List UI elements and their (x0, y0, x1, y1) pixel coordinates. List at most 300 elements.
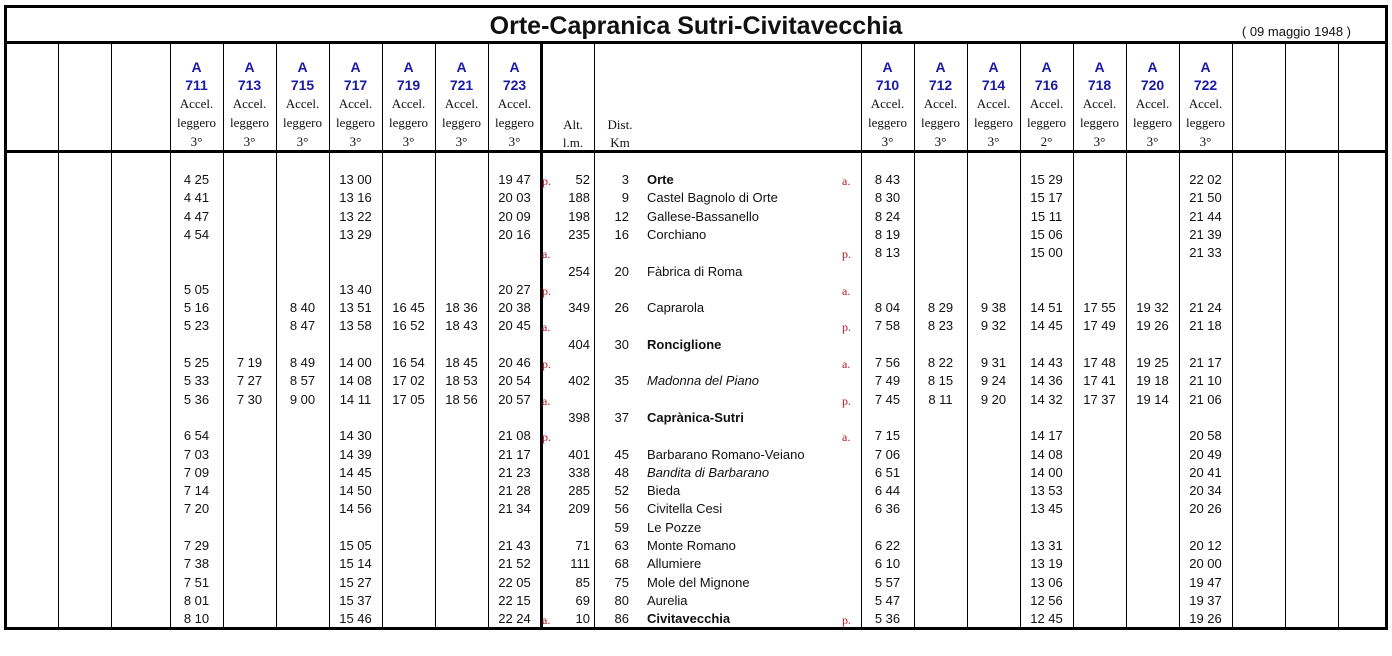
station-name: Caprànica-Sutri (647, 409, 744, 425)
departure-time: 14 11 (339, 391, 372, 407)
station-name: Castel Bagnolo di Orte (647, 190, 778, 206)
train-cls: A (403, 59, 414, 75)
train-header-711 (170, 58, 223, 151)
departure-time: 15 05 (339, 538, 372, 553)
departure-time: 20 57 (498, 391, 531, 407)
altitude-value: 209 (568, 501, 590, 517)
return-time: 17 49 (1083, 318, 1116, 334)
return-time: 14 08 (1030, 446, 1063, 462)
departure-time: 15 37 (339, 592, 372, 608)
departure-time: 8 10 (183, 611, 210, 627)
train-class: 3° (881, 134, 894, 149)
departure-time: 20 03 (498, 190, 531, 206)
departure-time: 21 52 (498, 556, 531, 572)
return-time: 20 12 (1189, 538, 1222, 553)
departure-time: 7 20 (183, 501, 210, 517)
return-time: 15 00 (1030, 245, 1063, 261)
train-cls: A (935, 59, 946, 75)
return-time: 17 55 (1083, 300, 1116, 316)
station-name: Bandita di Barbarano (647, 464, 770, 480)
return-time: 9 38 (980, 300, 1007, 316)
arrival-departure-marker: a. (842, 174, 851, 188)
train-header-717 (329, 58, 382, 151)
departure-time: 20 09 (498, 208, 531, 224)
altitude-value: 85 (575, 574, 590, 590)
return-time: 14 43 (1030, 355, 1063, 370)
train-class: 3° (1146, 134, 1159, 149)
return-time: 5 47 (874, 592, 901, 608)
return-time: 15 06 (1030, 226, 1063, 242)
return-time: 7 56 (874, 355, 901, 370)
arrival-departure-marker: a. (542, 320, 551, 335)
return-time: 14 45 (1030, 318, 1063, 334)
departure-time: 8 49 (289, 355, 316, 370)
timetable-frame (4, 5, 1388, 630)
return-time: 14 32 (1030, 391, 1063, 407)
altitude-value: 402 (568, 373, 590, 389)
departure-time: 21 17 (498, 446, 531, 462)
train-cls: A (1041, 59, 1052, 75)
departure-time: 13 51 (339, 300, 372, 316)
distance-value: 52 (614, 483, 629, 499)
return-time: 8 43 (874, 172, 901, 187)
return-time: 8 11 (928, 391, 953, 407)
altitude-value: 69 (575, 592, 590, 608)
departure-time: 21 23 (498, 464, 531, 480)
altitude-value: 111 (570, 556, 590, 572)
return-time: 7 45 (874, 391, 901, 407)
departure-time: 14 08 (339, 373, 372, 389)
altitude-value: 71 (575, 538, 590, 553)
distance-value: 63 (614, 538, 629, 553)
train-cls: A (1200, 59, 1211, 75)
departure-time: 5 25 (183, 355, 210, 370)
return-time: 6 22 (874, 538, 901, 553)
distance-value: 30 (614, 336, 629, 352)
departure-time: 7 51 (183, 574, 210, 590)
arrival-departure-marker: p. (542, 357, 551, 371)
departure-time: 20 54 (498, 373, 531, 389)
train-class: 3° (190, 134, 203, 149)
train-sub: leggero (230, 115, 269, 130)
return-time: 14 17 (1030, 428, 1063, 444)
train-cls: A (191, 59, 202, 75)
train-class: 3° (934, 134, 947, 149)
return-time: 8 04 (874, 300, 901, 316)
return-time: 13 31 (1030, 538, 1063, 553)
distance-header (602, 116, 638, 152)
train-num: 710 (875, 77, 900, 93)
distance-value: 45 (614, 446, 629, 462)
return-time: 7 49 (874, 373, 901, 389)
train-num: 723 (502, 77, 527, 93)
distance-value: 20 (614, 263, 629, 279)
train-header-712 (914, 58, 967, 151)
distance-value: 16 (614, 226, 629, 242)
departure-time: 5 23 (183, 318, 210, 334)
departure-time: 5 16 (183, 300, 210, 316)
train-cls: A (244, 59, 255, 75)
train-type: Accel. (338, 96, 373, 111)
departure-time: 21 08 (498, 428, 531, 444)
train-type: Accel. (870, 96, 905, 111)
arrival-departure-marker: a. (842, 430, 851, 445)
departure-time: 4 54 (183, 226, 210, 242)
altitude-value: 401 (568, 446, 590, 462)
train-sub: leggero (177, 115, 216, 130)
departure-time: 14 30 (339, 428, 372, 444)
train-header-723 (488, 58, 541, 151)
departure-time: 18 56 (445, 391, 478, 407)
return-time: 21 10 (1189, 373, 1222, 389)
departure-time: 7 30 (236, 391, 263, 407)
arrival-departure-marker: p. (542, 174, 551, 188)
distance-value: 75 (614, 574, 629, 590)
arrival-departure-marker: p. (542, 430, 551, 445)
column-divider (1232, 44, 1233, 627)
train-header-718 (1073, 58, 1126, 151)
departure-time: 16 52 (392, 318, 425, 334)
train-type: Accel. (179, 96, 214, 111)
departure-time: 7 19 (236, 355, 263, 370)
distance-unit: Km (610, 135, 630, 150)
station-name: Aurelia (647, 592, 688, 608)
arrival-departure-marker: a. (542, 393, 551, 408)
departure-time: 14 00 (339, 355, 372, 370)
departure-time: 16 45 (392, 300, 425, 316)
train-cls: A (1147, 59, 1158, 75)
train-header-722 (1179, 58, 1232, 151)
departure-time: 14 45 (339, 464, 372, 480)
return-time: 6 51 (874, 464, 901, 480)
arrival-departure-marker: p. (842, 393, 851, 408)
return-time: 9 32 (980, 318, 1007, 334)
station-name: Corchiano (647, 226, 707, 242)
return-time: 17 37 (1083, 391, 1116, 407)
distance-value: 12 (614, 208, 629, 224)
return-time: 9 20 (980, 391, 1007, 407)
train-type: Accel. (285, 96, 320, 111)
return-time: 22 02 (1189, 172, 1222, 187)
return-time: 6 10 (874, 556, 901, 572)
departure-time: 15 14 (339, 556, 372, 572)
departure-time: 14 50 (339, 483, 372, 499)
return-time: 19 25 (1136, 355, 1169, 370)
train-num: 714 (981, 77, 1006, 93)
return-time: 8 15 (927, 373, 954, 389)
return-time: 7 15 (874, 428, 901, 444)
column-divider (594, 44, 595, 627)
return-time: 17 41 (1083, 373, 1116, 389)
departure-time: 17 05 (392, 391, 425, 407)
return-time: 9 24 (980, 373, 1007, 389)
departure-time: 20 27 (498, 281, 531, 297)
train-cls: A (1094, 59, 1105, 75)
return-time: 6 44 (874, 483, 901, 499)
departure-time: 15 27 (339, 574, 372, 590)
return-time: 17 48 (1083, 355, 1116, 370)
return-time: 21 24 (1189, 300, 1222, 316)
arrival-departure-marker: a. (542, 247, 551, 262)
return-time: 8 22 (927, 355, 954, 370)
train-num: 715 (290, 77, 315, 93)
departure-time: 17 02 (392, 373, 425, 389)
distance-value: 35 (614, 373, 629, 389)
column-divider (1285, 44, 1286, 627)
station-name: Orte (647, 172, 674, 187)
return-time: 15 11 (1030, 208, 1063, 224)
return-time: 19 14 (1136, 391, 1169, 407)
departure-time: 14 56 (339, 501, 372, 517)
timetable-title: Orte-Capranica Sutri-Civitavecchia (489, 12, 903, 40)
return-time: 14 00 (1030, 464, 1063, 480)
altitude-value: 285 (568, 483, 590, 499)
train-sub: leggero (283, 115, 322, 130)
altitude-value: 188 (568, 190, 590, 206)
station-name: Madonna del Piano (647, 373, 760, 389)
return-time: 8 30 (874, 190, 901, 206)
return-time: 21 39 (1189, 226, 1222, 242)
train-cls: A (882, 59, 893, 75)
return-time: 9 31 (980, 355, 1007, 370)
train-type: Accel. (391, 96, 426, 111)
distance-value: 86 (614, 611, 629, 627)
train-sub: leggero (442, 115, 481, 130)
return-time: 5 36 (874, 611, 901, 627)
distance-value: 80 (614, 592, 629, 608)
distance-value: 37 (614, 409, 629, 425)
return-time: 19 37 (1189, 592, 1222, 608)
return-time: 19 47 (1189, 574, 1222, 590)
return-time: 20 26 (1189, 501, 1222, 517)
departure-time: 22 05 (498, 574, 531, 590)
station-name: Barbarano Romano-Veiano (647, 446, 805, 462)
return-time: 19 18 (1136, 373, 1169, 389)
departure-time: 7 03 (183, 446, 210, 462)
departure-time: 20 46 (498, 355, 531, 370)
altitude-value: 338 (568, 464, 590, 480)
train-class: 3° (1093, 134, 1106, 149)
train-class: 3° (455, 134, 468, 149)
return-time: 19 26 (1136, 318, 1169, 334)
return-time: 19 32 (1136, 300, 1169, 316)
train-header-715 (276, 58, 329, 151)
station-name: Civitavecchia (647, 611, 731, 627)
station-name: Fàbrica di Roma (647, 263, 743, 279)
arrival-departure-marker: p. (542, 283, 551, 298)
departure-time: 4 25 (183, 172, 210, 187)
arrival-departure-marker: p. (842, 613, 851, 628)
distance-value: 59 (614, 519, 629, 535)
timetable-date: ( 09 maggio 1948 ) (1241, 24, 1351, 39)
column-divider (111, 44, 112, 627)
train-num: 711 (185, 77, 208, 93)
train-type: Accel. (1135, 96, 1170, 111)
return-time: 5 57 (874, 574, 901, 590)
departure-time: 15 46 (339, 611, 372, 627)
train-num: 719 (396, 77, 421, 93)
train-type: Accel. (1188, 96, 1223, 111)
station-name: Allumiere (647, 556, 702, 572)
train-num: 721 (449, 77, 474, 93)
train-sub: leggero (1133, 115, 1172, 130)
return-time: 12 45 (1030, 611, 1063, 627)
return-time: 21 18 (1189, 318, 1222, 334)
return-time: 21 44 (1189, 208, 1222, 224)
train-sub: leggero (495, 115, 534, 130)
train-class: 3° (243, 134, 256, 149)
altitude-value: 398 (568, 409, 590, 425)
train-num: 713 (237, 77, 262, 93)
column-divider (58, 44, 59, 627)
departure-time: 16 54 (392, 355, 425, 370)
train-type: Accel. (497, 96, 532, 111)
distance-value: 26 (614, 300, 629, 316)
train-header-721 (435, 58, 488, 151)
altitude-label: Alt. (563, 117, 583, 132)
station-name: Monte Romano (647, 538, 736, 553)
departure-time: 18 53 (445, 373, 478, 389)
train-num: 712 (928, 77, 953, 93)
return-time: 20 00 (1189, 556, 1222, 572)
train-cls: A (297, 59, 308, 75)
departure-time: 4 47 (183, 208, 210, 224)
arrival-departure-marker: a. (842, 357, 851, 371)
return-time: 20 49 (1189, 446, 1222, 462)
altitude-value: 349 (568, 300, 590, 316)
train-header-719 (382, 58, 435, 151)
train-num: 720 (1140, 77, 1165, 93)
train-num: 718 (1087, 77, 1112, 93)
station-name: Ronciglione (647, 336, 722, 352)
departure-time: 8 47 (289, 318, 316, 334)
altitude-header (555, 116, 591, 152)
departure-time: 9 00 (289, 391, 316, 407)
altitude-unit: l.m. (562, 135, 584, 150)
return-time: 21 17 (1189, 355, 1222, 370)
departure-time: 21 34 (498, 501, 531, 517)
departure-time: 13 40 (339, 281, 372, 297)
departure-time: 7 09 (183, 464, 210, 480)
station-name: Le Pozze (647, 519, 702, 535)
departure-time: 13 16 (339, 190, 372, 206)
departure-time: 13 29 (339, 226, 372, 242)
train-header-720 (1126, 58, 1179, 151)
distance-value: 68 (614, 556, 629, 572)
return-time: 20 34 (1189, 483, 1222, 499)
return-time: 8 13 (874, 245, 901, 261)
return-time: 15 29 (1030, 172, 1063, 187)
return-time: 13 06 (1030, 574, 1063, 590)
departure-time: 21 43 (498, 538, 531, 553)
train-sub: leggero (974, 115, 1013, 130)
train-type: Accel. (232, 96, 267, 111)
return-time: 12 56 (1030, 592, 1063, 608)
departure-time: 13 22 (339, 208, 372, 224)
return-time: 20 58 (1189, 428, 1222, 444)
return-time: 21 50 (1189, 190, 1222, 206)
departure-time: 20 16 (498, 226, 531, 242)
departure-time: 22 24 (498, 611, 531, 627)
return-time: 21 33 (1189, 245, 1222, 261)
departure-time: 18 36 (445, 300, 478, 316)
departure-time: 18 43 (445, 318, 478, 334)
return-time: 7 58 (874, 318, 901, 334)
train-class: 3° (349, 134, 362, 149)
train-header-710 (861, 58, 914, 151)
train-sub: leggero (1186, 115, 1225, 130)
station-name: Bieda (647, 483, 681, 499)
departure-time: 5 05 (183, 281, 210, 297)
arrival-departure-marker: a. (842, 283, 851, 298)
departure-time: 22 15 (498, 592, 531, 608)
train-header-714 (967, 58, 1020, 151)
train-type: Accel. (444, 96, 479, 111)
departure-time: 19 47 (498, 172, 531, 187)
altitude-value: 254 (568, 263, 590, 279)
departure-time: 13 58 (339, 318, 372, 334)
departure-time: 18 45 (445, 355, 478, 370)
arrival-departure-marker: p. (842, 247, 851, 262)
train-header-713 (223, 58, 276, 151)
train-class: 3° (1199, 134, 1212, 149)
train-type: Accel. (923, 96, 958, 111)
departure-time: 8 40 (289, 300, 316, 316)
departure-time: 5 36 (183, 391, 210, 407)
altitude-value: 404 (568, 336, 590, 352)
return-time: 8 23 (927, 318, 954, 334)
station-name: Caprarola (647, 300, 705, 316)
departure-time: 13 00 (339, 172, 372, 187)
distance-value: 56 (614, 501, 629, 517)
train-class: 3° (296, 134, 309, 149)
return-time: 8 19 (874, 226, 901, 242)
departure-time: 7 38 (183, 556, 210, 572)
departure-time: 7 14 (183, 483, 210, 499)
train-type: Accel. (1029, 96, 1064, 111)
departure-time: 20 38 (498, 300, 531, 316)
distance-value: 3 (621, 172, 629, 187)
train-sub: leggero (389, 115, 428, 130)
return-time: 13 19 (1030, 556, 1063, 572)
return-time: 21 06 (1189, 391, 1222, 407)
departure-time: 7 27 (236, 373, 263, 389)
title-bar (7, 8, 1385, 44)
return-time: 8 24 (874, 208, 901, 224)
distance-label: Dist. (607, 117, 633, 132)
departure-time: 8 01 (183, 592, 210, 608)
departure-time: 4 41 (183, 190, 210, 206)
return-time: 14 36 (1030, 373, 1063, 389)
return-time: 15 17 (1030, 190, 1063, 206)
departure-time: 14 39 (339, 446, 372, 462)
train-type: Accel. (976, 96, 1011, 111)
train-sub: leggero (1080, 115, 1119, 130)
train-num: 722 (1193, 77, 1218, 93)
departure-time: 7 29 (183, 538, 210, 553)
train-header-716 (1020, 58, 1073, 151)
arrival-departure-marker: a. (542, 613, 551, 628)
return-time: 13 53 (1030, 483, 1063, 499)
train-type: Accel. (1082, 96, 1117, 111)
train-class: 3° (508, 134, 521, 149)
train-cls: A (509, 59, 520, 75)
altitude-value: 198 (568, 208, 590, 224)
altitude-value: 235 (568, 226, 590, 242)
train-class: 2° (1040, 134, 1053, 149)
train-sub: leggero (921, 115, 960, 130)
train-cls: A (456, 59, 467, 75)
